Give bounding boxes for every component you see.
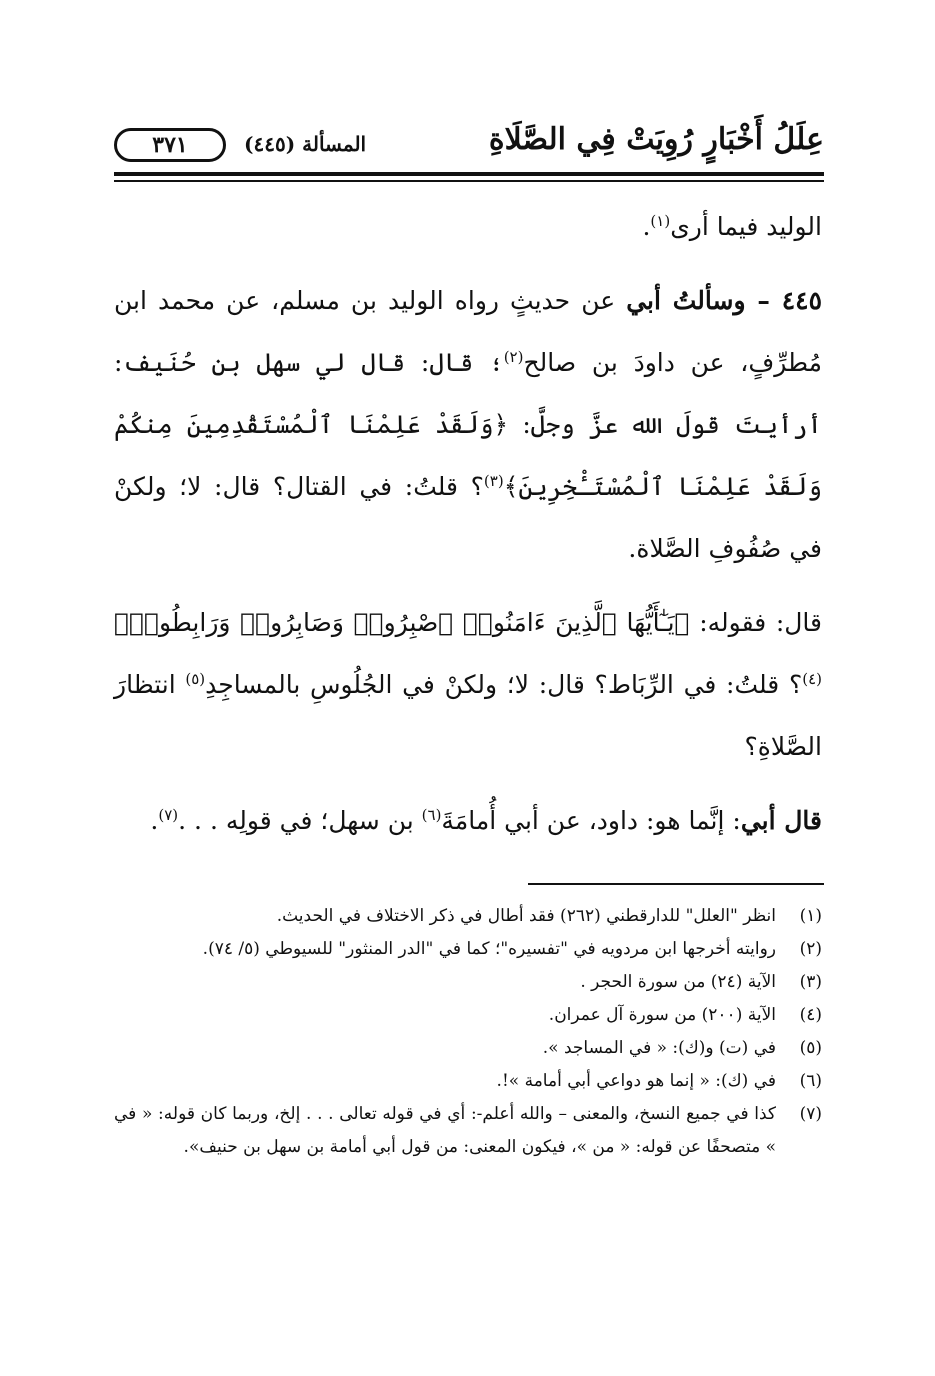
- footnote-text: كذا في جميع النسخ، والمعنى – والله أعلم-: أي في قوله تعالى . . . إلخ، وربما كان قوله: « في » متصحفًا عن قوله: « من »، فيكون المعنى: من قول أبي أمامة بن سهل بن حنيف».: [114, 1104, 776, 1157]
- footnote-number: (٣): [799, 972, 822, 992]
- issue-label: المسألة (٤٤٥): [244, 132, 367, 156]
- footnote: [114, 999, 822, 1032]
- footnote-text: في (ك): « إنما هو دواعي أبي أمامة »!.: [496, 1071, 776, 1091]
- footnotes: [114, 900, 822, 1164]
- footnote: [114, 900, 822, 933]
- footnote-ref: (١): [650, 212, 671, 230]
- paragraph-2: ٤٤٥ – وسألتُ أبي عن حديثٍ رواه الوليد بن مسلم، عن محمد ابن مُطرِّفٍ، عن داودَ بن صالح$^{(٢)}$؛ قال: قال لي سهل بن حُنَيف: أرأيتَ قولَ الله عزَّ وجلَّ: ﴿وَلَقَدْ عَلِمْنَا ٱلْمُسْتَقْدِمِينَ مِنكُمْ وَلَقَدْ عَلِمْنَا ٱلْمُسْتَـْٔخِرِينَ﴾$^{(٣)}$؟ قلتُ: في القتال؟ قال: لا؛ ولكنْ في صُفُوفِ الصَّلاة.: [114, 286, 823, 563]
- paragraph-4: قال أبي: إنَّما هو: داود، عن أبي أُمامَةَ$^{(٦)}$ بن سهل؛ في قولِه . . .$^{(٧)}$.: [150, 806, 822, 835]
- header-rule-thick: [114, 172, 824, 176]
- answer-lead: قال أبي: [740, 806, 822, 835]
- footnote-ref: (٧): [158, 806, 179, 824]
- paragraph-3: قال: فقوله: ﴿يَـٰٓأَيُّهَا ٱلَّذِينَ ءَامَنُوا۟ ٱصْبِرُوا۟ وَصَابِرُوا۟ وَرَابِطُوا۟﴾$^{(٤)}$؟ قلتُ: في الرِّبَاط؟ قال: لا؛ ولكنْ في الجُلُوسِ بالمساجِدِ$^{(٥)}$ انتظارَ الصَّلاةِ؟: [114, 608, 823, 761]
- question-lead: ٤٤٥ – وسألتُ أبي: [626, 286, 823, 315]
- main-text: [114, 196, 822, 852]
- footnote-number: (٢): [799, 939, 822, 959]
- page-number: ٣٧١: [114, 128, 226, 162]
- footnote-ref: (٤): [802, 670, 823, 688]
- footnote-ref: (٥): [185, 670, 206, 688]
- footnote: [114, 1098, 822, 1164]
- footnote-text: الآية (٢٠٠) من سورة آل عمران.: [548, 1005, 776, 1025]
- running-header: [114, 118, 824, 166]
- footnote-ref: (٢): [503, 348, 524, 366]
- footnote-number: (١): [799, 906, 822, 926]
- footnote-number: (٥): [799, 1038, 822, 1058]
- header-rule-thin: [114, 180, 824, 182]
- footnote-text: في (ت) و(ك): « في المساجد ».: [542, 1038, 776, 1058]
- footnote-text: الآية (٢٤) من سورة الحجر .: [580, 972, 776, 992]
- footnote-text: روايته أخرجها ابن مردويه في "تفسيره"؛ كما في "الدر المنثور" للسيوطي (٥/ ٧٤).: [202, 939, 776, 959]
- paragraph-1: الوليد فيما أرى$^{(١)}$.: [642, 212, 822, 241]
- footnote-text: انظر "العلل" للدارقطني (٢٦٢) فقد أطال في ذكر الاختلاف في الحديث.: [276, 906, 776, 926]
- footnote-ref: (٦): [421, 806, 442, 824]
- footnote-ref: (٣): [483, 472, 504, 490]
- footnote-number: (٤): [799, 1005, 822, 1025]
- footnote-separator: [528, 883, 824, 885]
- footnote: [114, 966, 822, 999]
- footnote: [114, 1065, 822, 1098]
- footnote-number: (٧): [799, 1104, 822, 1124]
- footnote: [114, 1032, 822, 1065]
- footnote-number: (٦): [799, 1071, 822, 1091]
- footnote: [114, 933, 822, 966]
- book-title: عِلَلُ أَخْبَارٍ رُوِيَتْ فِي الصَّلَاةِ: [488, 122, 824, 157]
